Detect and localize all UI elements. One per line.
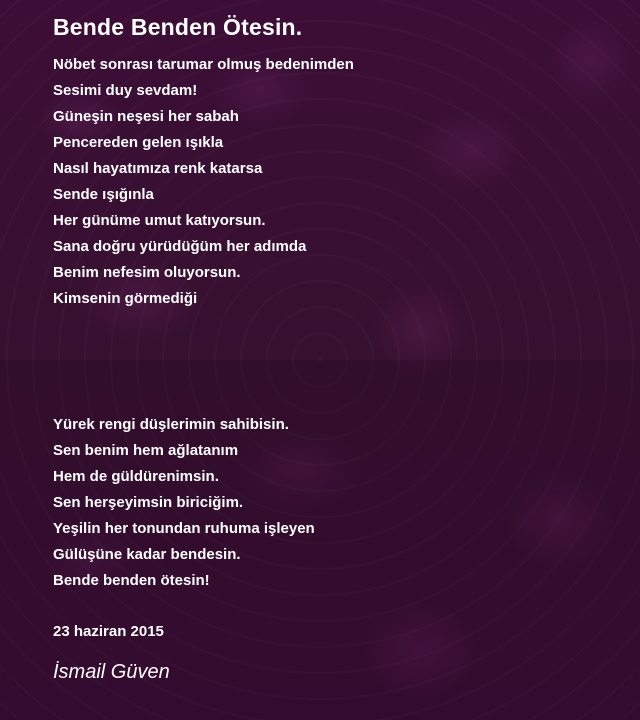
poem-line: Kimsenin görmediği bbox=[53, 290, 198, 307]
poem-line: Benim nefesim oluyorsun. bbox=[53, 264, 241, 281]
poem-line: Yeşilin her tonundan ruhuma işleyen bbox=[53, 520, 315, 537]
poem-line: Yürek rengi düşlerimin sahibisin. bbox=[53, 416, 289, 433]
poem-stanza-2 bbox=[53, 412, 315, 594]
poem-line: Sende ışığınla bbox=[53, 186, 154, 203]
poem-line: Sen benim hem ağlatanım bbox=[53, 442, 239, 459]
poem-date: 23 haziran 2015 bbox=[53, 623, 164, 640]
poem-line: Bende benden ötesin! bbox=[53, 572, 210, 589]
poem-title: Bende Benden Ötesin. bbox=[53, 14, 303, 40]
poem-line: Gülüşüne kadar bendesin. bbox=[53, 546, 241, 563]
poem-line: Sana doğru yürüdüğüm her adımda bbox=[53, 238, 307, 255]
poem-line: Her günüme umut katıyorsun. bbox=[53, 212, 266, 229]
poem-line: Nöbet sonrası tarumar olmuş bedenimden bbox=[53, 56, 354, 73]
poem-author: İsmail Güven bbox=[53, 661, 170, 683]
poem-line: Sen herşeyimsin biriciğim. bbox=[53, 494, 244, 511]
poem-stanza-1 bbox=[53, 52, 354, 312]
poem-line: Pencereden gelen ışıkla bbox=[53, 134, 224, 151]
poem-line: Hem de güldürenimsin. bbox=[53, 468, 219, 485]
poem-line: Nasıl hayatımıza renk katarsa bbox=[53, 160, 263, 177]
poem-line: Sesimi duy sevdam! bbox=[53, 82, 198, 99]
poem-line: Güneşin neşesi her sabah bbox=[53, 108, 239, 125]
